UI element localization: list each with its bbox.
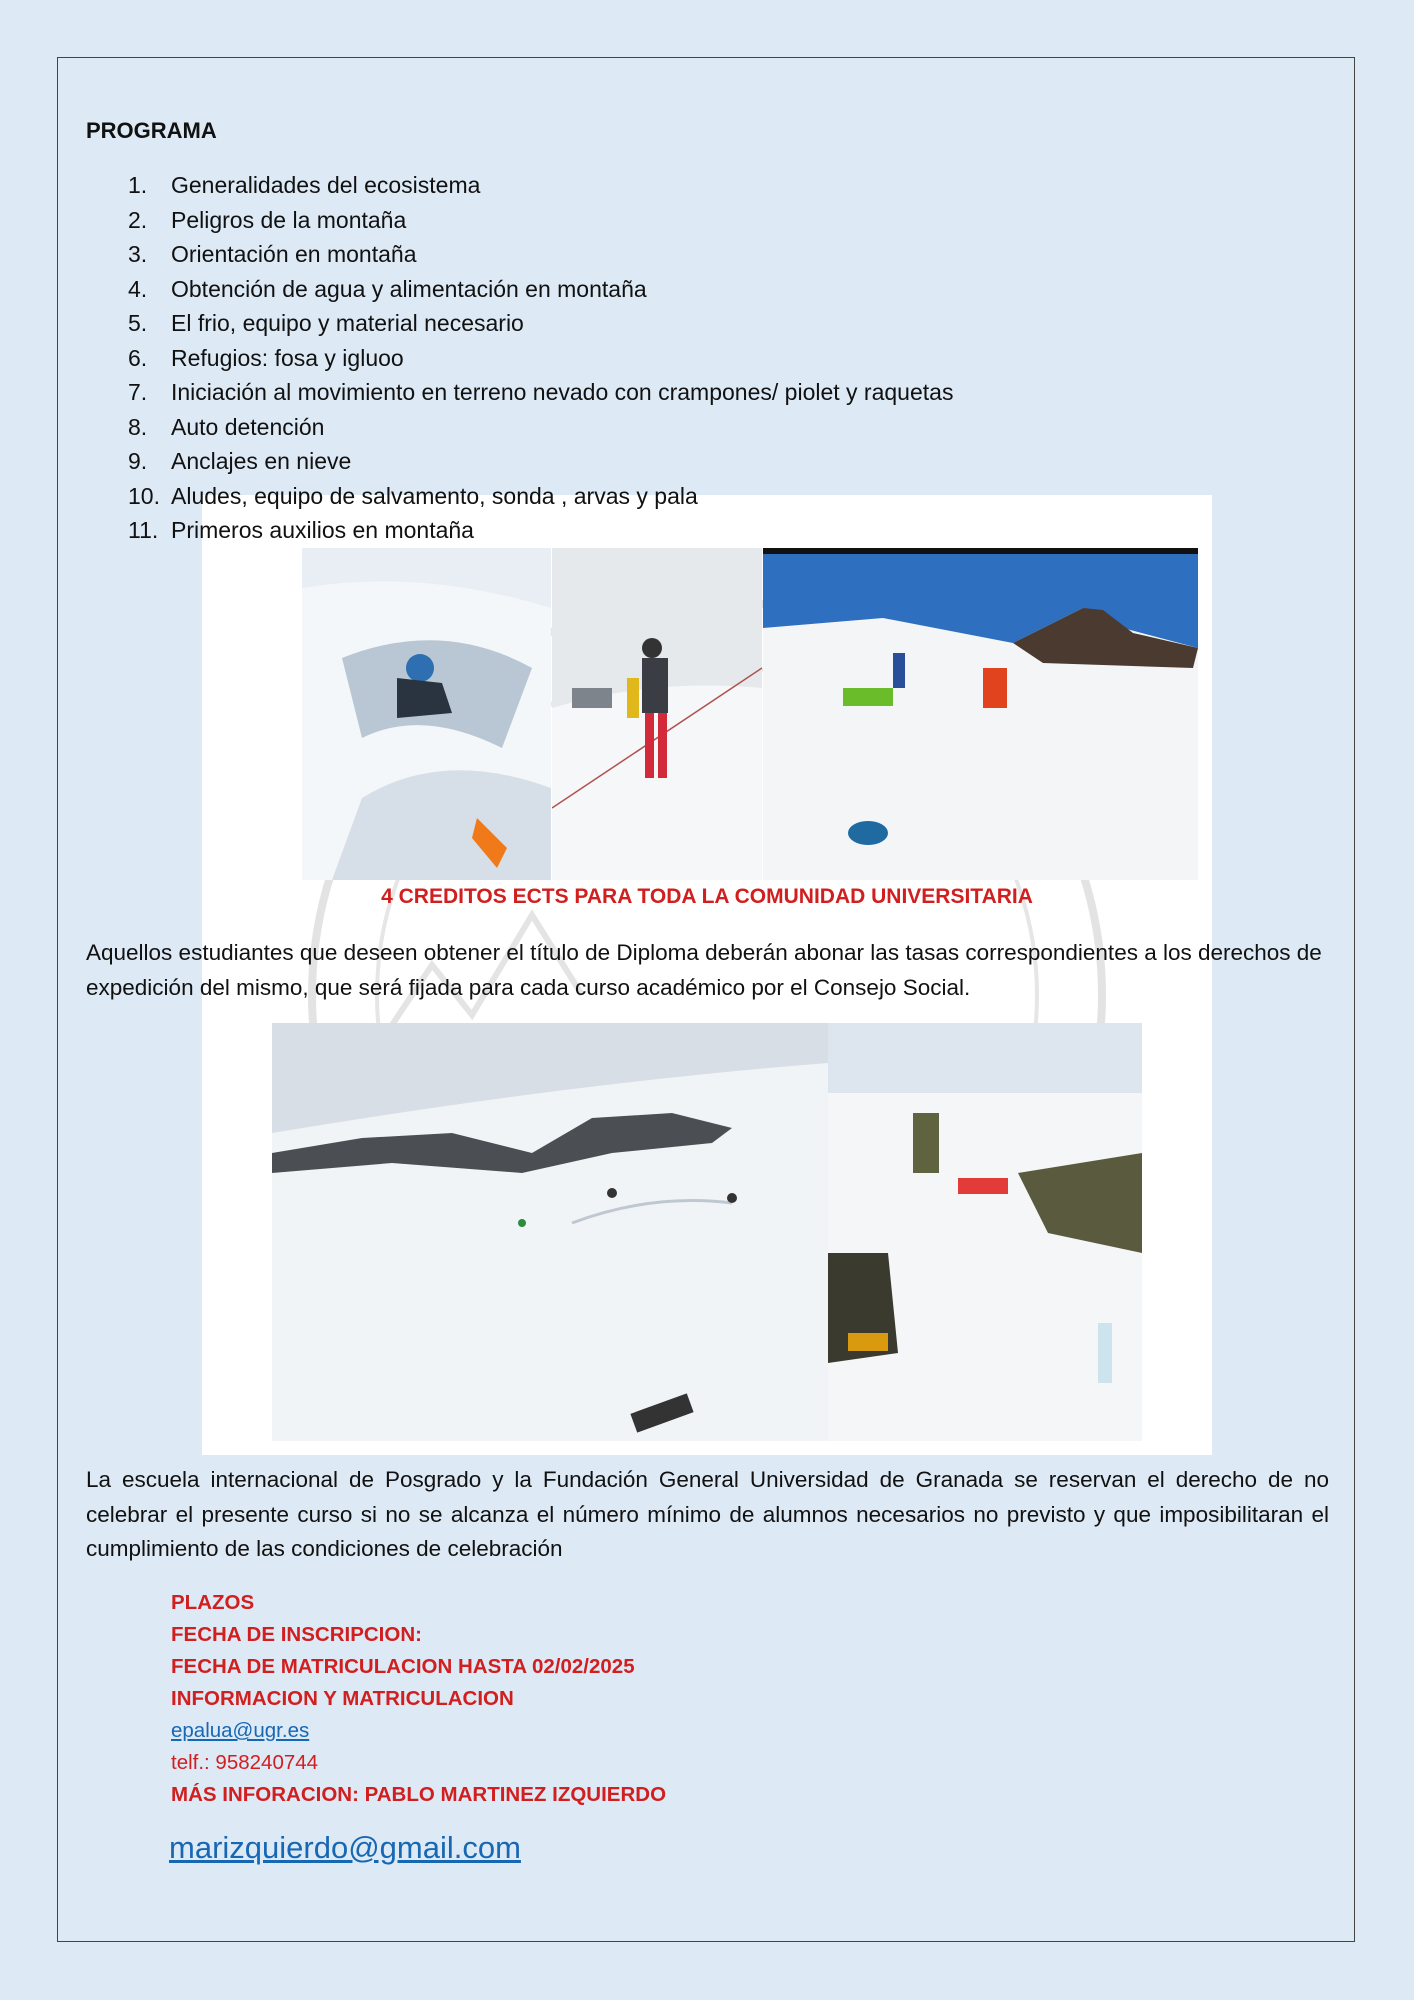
photo-collage-top — [302, 548, 1198, 880]
program-item: 1. Generalidades del ecosistema — [128, 172, 481, 198]
program-item: 8. Auto detención — [128, 413, 325, 440]
program-list — [86, 168, 953, 548]
email-link[interactable]: epalua@ugr.es — [171, 1719, 310, 1742]
contact-email-block — [169, 1830, 521, 1866]
inscripcion-date: FECHA DE INSCRIPCION: — [171, 1623, 422, 1646]
matriculacion-date: FECHA DE MATRICULACION HASTA 02/02/2025 — [171, 1655, 635, 1678]
program-item: 11. Primeros auxilios en montaña — [128, 517, 474, 543]
diploma-paragraph: Aquellos estudiantes que deseen obtener el título de Diploma deberán abonar las tasas correspondientes a los derechos de expedición del mismo, que será fijada para cada curso académico por el Consejo Social. — [86, 940, 1322, 1000]
contact-email-link[interactable]: marizquierdo@gmail.com — [169, 1830, 521, 1865]
more-info-label: MÁS INFORACION: PABLO MARTINEZ IZQUIERDO — [171, 1783, 667, 1806]
program-item: 4. Obtención de agua y alimentación en montaña — [128, 275, 647, 302]
deadlines-block — [171, 1587, 666, 1811]
program-item: 2. Peligros de la montaña — [128, 206, 407, 233]
photo-rope-climber — [552, 548, 762, 880]
credits-banner: 4 CREDITOS ECTS PARA TODA LA COMUNIDAD UNIVERSITARIA — [381, 885, 1033, 908]
photo-group-summit — [763, 548, 1198, 880]
photo-snow-trench — [302, 548, 551, 880]
program-item: 6. Refugios: fosa y igluoo — [128, 344, 404, 371]
informacion-label: INFORMACION Y MATRICULACION — [171, 1687, 514, 1710]
program-item: 3. Orientación en montaña — [128, 241, 417, 267]
photo-snow-camp — [828, 1023, 1142, 1441]
program-item: 7. Iniciación al movimiento en terreno nevado con crampones/ piolet y raquetas — [128, 379, 954, 405]
photo-snow-slope — [272, 1023, 828, 1441]
program-item: 9. Anclajes en nieve — [128, 448, 352, 474]
plazos-label: PLAZOS — [171, 1591, 255, 1614]
phone-number: telf.: 958240744 — [171, 1751, 319, 1774]
program-heading: PROGRAMA — [86, 118, 217, 143]
program-item: 10. Aludes, equipo de salvamento, sonda , arvas y pala — [128, 482, 698, 509]
disclaimer-paragraph: La escuela internacional de Posgrado y la Fundación General Universidad de Granada se reservan el derecho de no celebrar el presente curso si no se alcanza el número mínimo de alumnos necesarios no previsto y que imposibilitaran el cumplimiento de las condiciones de celebración — [86, 1467, 1329, 1561]
photo-collage-bottom — [272, 1023, 1142, 1441]
program-item: 5. El frio, equipo y material necesario — [128, 310, 524, 336]
